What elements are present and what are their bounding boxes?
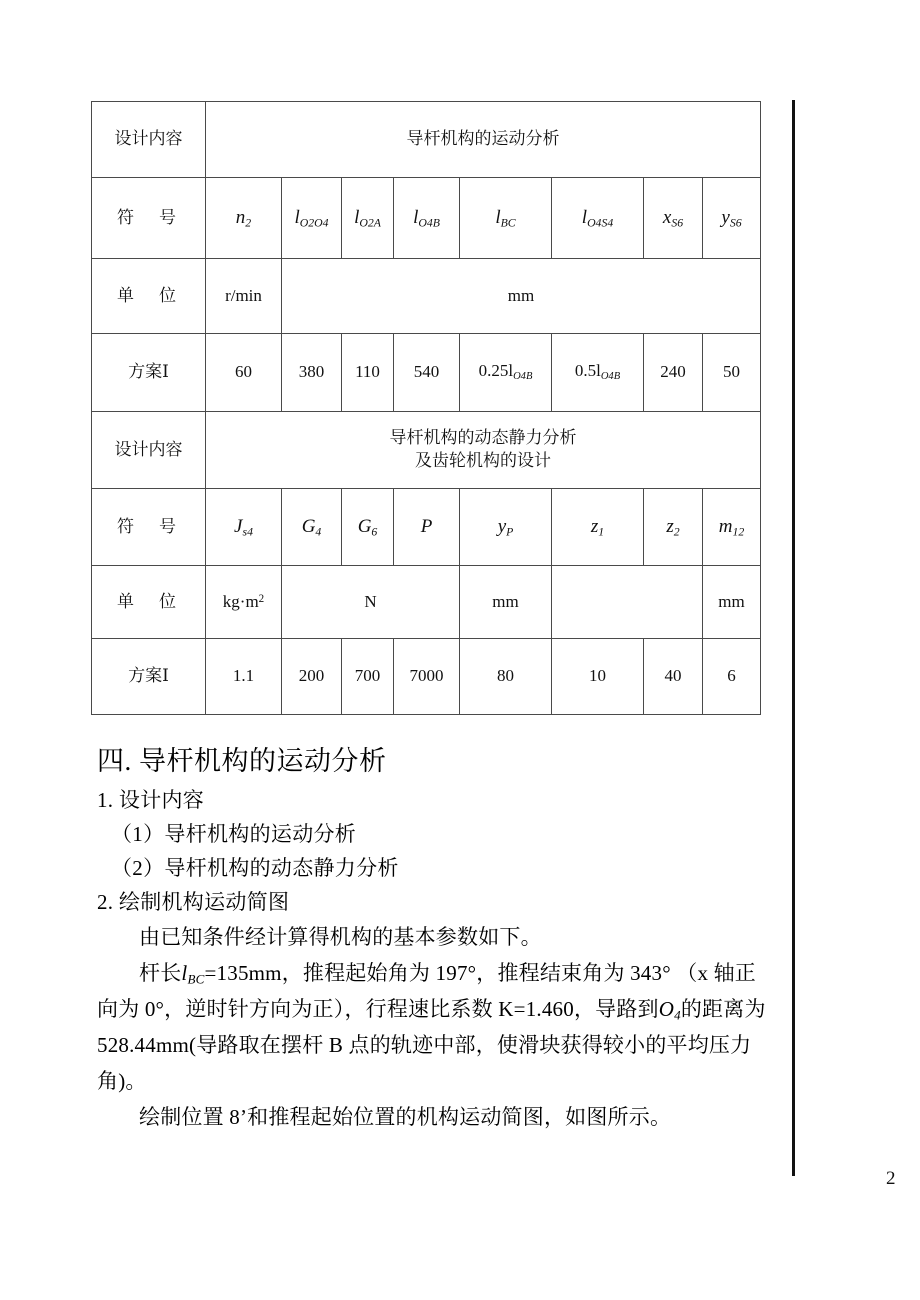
symbol-cell-lBC: $l_{BC}$ [460, 178, 552, 259]
unit-cell-kgm2: $kg\cdot m^2$ [206, 566, 282, 639]
symbol-cell-yS6: $y_{S6}$ [703, 178, 761, 259]
section1-title: 导杆机构的运动分析 [206, 102, 761, 178]
symbol-cell-m12: $m_{12}$ [703, 489, 761, 566]
value-cell-P: 7000 [394, 639, 460, 715]
value-cell-xS6: 240 [644, 334, 703, 412]
symbol-cell-n2: $n_2$ [206, 178, 282, 259]
symbol-cell-G6: $G_6$ [342, 489, 394, 566]
value-cell-Js4: 1.1 [206, 639, 282, 715]
paragraph-rod-length-line1 [97, 955, 797, 991]
table-row-section1-title [92, 102, 761, 178]
row-label-design-content-2: 设计内容 [92, 412, 206, 489]
value-cell-n2: 60 [206, 334, 282, 412]
unit-cell-mm-yp: mm [460, 566, 552, 639]
value-cell-m12: 6 [703, 639, 761, 715]
symbol-cell-yP: $y_P$ [460, 489, 552, 566]
o4-symbol: $O_4$ [658, 997, 681, 1023]
symbol-cell-z2: $z_2$ [644, 489, 703, 566]
table-row-section1-symbols [92, 178, 761, 259]
value-cell-lO4B: 540 [394, 334, 460, 412]
unit-cell-newton-merged: N [282, 566, 460, 639]
rod-length-symbol: $l_{BC}$ [181, 960, 205, 987]
section2-title-line1: 导杆机构的动态静力分析 [389, 428, 577, 448]
row-label-scheme-2: 方案Ⅰ [92, 639, 206, 715]
table-row-section1-units [92, 259, 761, 334]
table-row-section2-values [92, 639, 761, 715]
unit-cell-z-empty [552, 566, 703, 639]
value-cell-yS6: 50 [703, 334, 761, 412]
paragraph-known-conditions: 由已知条件经计算得机构的基本参数如下。 [139, 924, 542, 949]
table-row-section1-values [92, 334, 761, 412]
value-cell-z2: 40 [644, 639, 703, 715]
row-label-design-content-1: 设计内容 [92, 102, 206, 178]
line2-part-a: 向为 0°，逆时针方向为正），行程速比系数 K=1.460，导路到 [97, 997, 659, 1022]
line2-part-b: 的距离为 [680, 997, 766, 1022]
value-cell-lO4S4: $0.5l_{O4B}$ [552, 334, 644, 412]
value-cell-G6: 700 [342, 639, 394, 715]
symbol-cell-P: P [394, 489, 460, 566]
section2-title [206, 412, 761, 489]
list-item-2: 2. 绘制机构运动简图 [97, 889, 290, 914]
symbol-cell-G4: $G_4$ [282, 489, 342, 566]
page-number: 2 [886, 1168, 896, 1189]
value-cell-lO2O4: 380 [282, 334, 342, 412]
list-item-1-sub-1: （1）导杆机构的运动分析 [111, 821, 357, 846]
row-label-symbol-1: 符 号 [92, 178, 206, 259]
symbol-cell-lO4S4: $l_{O4S4}$ [552, 178, 644, 259]
list-item-1-sub-2: （2）导杆机构的动态静力分析 [111, 855, 399, 880]
table-row-section2-units [92, 566, 761, 639]
row-label-symbol-2: 符 号 [92, 489, 206, 566]
value-cell-z1: 10 [552, 639, 644, 715]
symbol-cell-Js4: $J_{s4}$ [206, 489, 282, 566]
row-label-unit-1: 单 位 [92, 259, 206, 334]
body-content [97, 745, 797, 1135]
rod-length-prefix: 杆长 [139, 960, 182, 985]
section-heading: 四. 导杆机构的运动分析 [97, 746, 387, 776]
paragraph-draw-position: 绘制位置 8’和推程起始位置的机构运动简图，如图所示。 [139, 1105, 672, 1130]
unit-cell-mm-merged: mm [282, 259, 761, 334]
value-cell-G4: 200 [282, 639, 342, 715]
list-item-1: 1. 设计内容 [97, 787, 205, 812]
unit-cell-rpm: r/min [206, 259, 282, 334]
symbol-cell-lO2A: $l_{O2A}$ [342, 178, 394, 259]
symbol-cell-xS6: $x_{S6}$ [644, 178, 703, 259]
table-row-section2-symbols [92, 489, 761, 566]
row-label-unit-2: 单 位 [92, 566, 206, 639]
paragraph-rod-length-line3: 528.44mm(导路取在摆杆 B 点的轨迹中部，使滑块获得较小的平均压力角)。 [97, 1033, 752, 1094]
symbol-cell-lO4B: $l_{O4B}$ [394, 178, 460, 259]
row-label-scheme-1: 方案Ⅰ [92, 334, 206, 412]
value-cell-lBC: $0.25l_{O4B}$ [460, 334, 552, 412]
value-cell-lO2A: 110 [342, 334, 394, 412]
rod-length-rest: =135mm，推程起始角为 197°，推程结束角为 343° （x 轴正 [204, 960, 757, 985]
symbol-cell-z1: $z_1$ [552, 489, 644, 566]
unit-cell-mm-m12: mm [703, 566, 761, 639]
table-row-section2-title [92, 412, 761, 489]
mechanism-parameter-table [91, 101, 761, 715]
value-cell-yP: 80 [460, 639, 552, 715]
symbol-cell-lO2O4: $l_{O2O4}$ [282, 178, 342, 259]
paragraph-rod-length-line2 [97, 991, 797, 1027]
section2-title-line2: 及齿轮机构的设计 [415, 451, 551, 470]
